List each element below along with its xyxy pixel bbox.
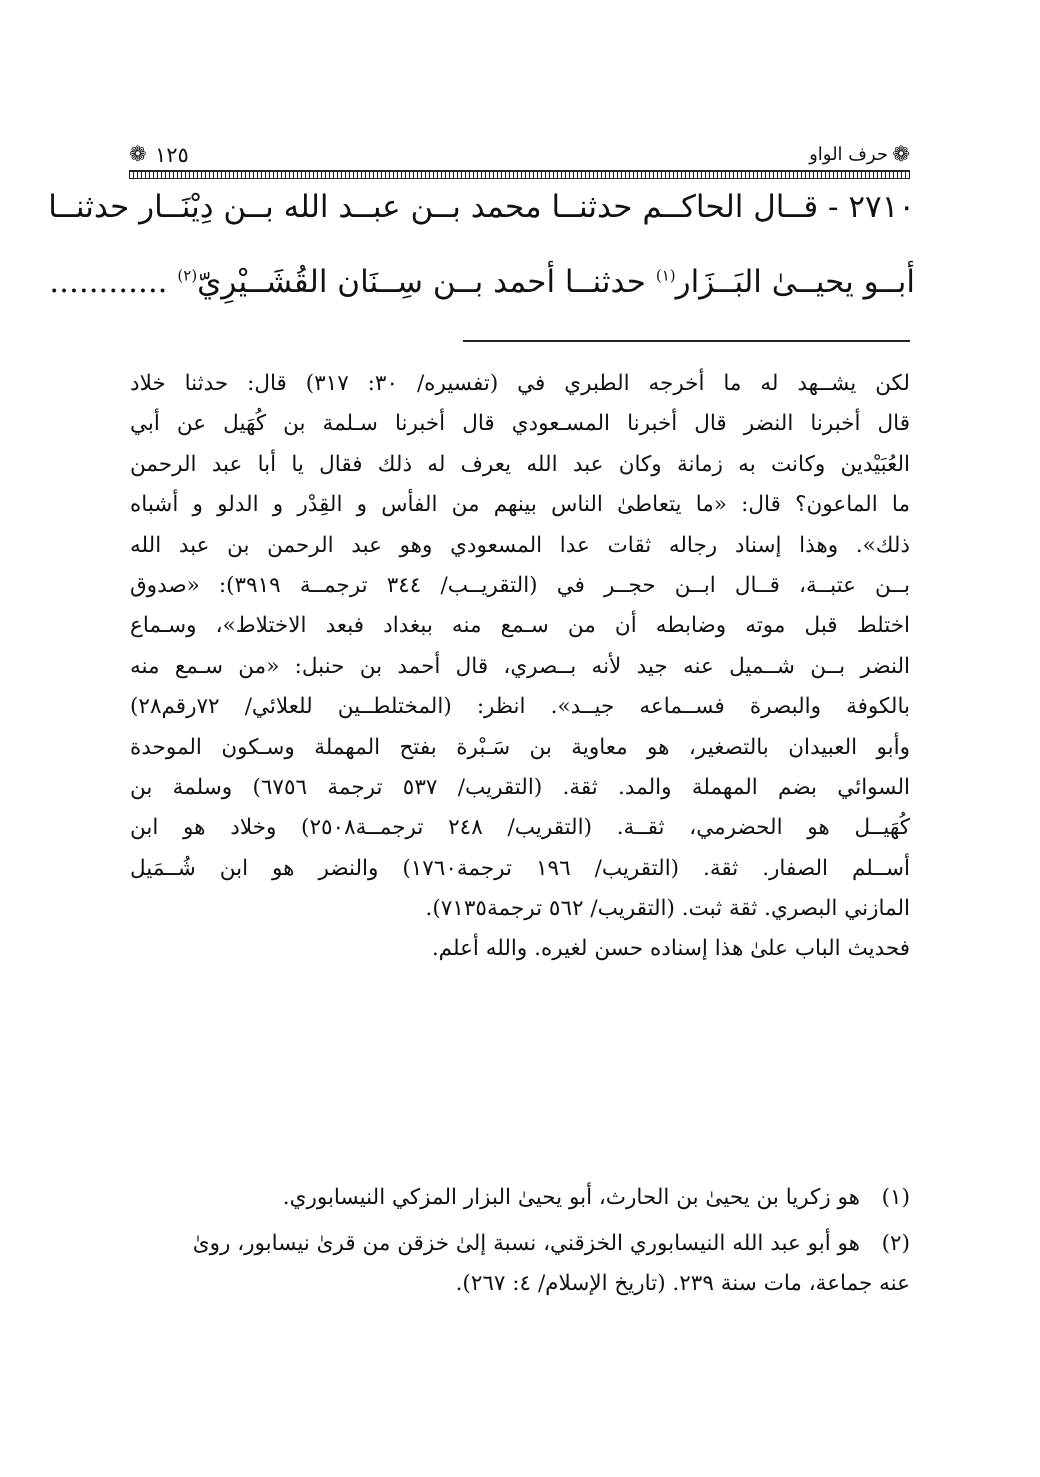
footnote-ref-2[interactable]: (٢) bbox=[177, 266, 198, 285]
footnote-text bbox=[130, 1178, 860, 1218]
commentary-line: بــن عتبــة، قــال ابــن حجــر في (التقريــب/ ٣٤٤ ترجمــة ٣٩١٩): «صدوق bbox=[130, 572, 910, 598]
commentary-line: ما الماعون؟ قال: «ما يتعاطىٰ الناس بينهم من الفأس و القِدْر و الدلو و أشباه bbox=[130, 492, 910, 518]
commentary-line: العُبَيْدين وكانت به زمانة وكان عبد الله يعرف له ذلك فقال يا أبا عبد الرحمن bbox=[130, 451, 910, 477]
hadith-line bbox=[48, 187, 915, 228]
commentary-line: وأبو العبيدان بالتصغير، هو معاوية بن سَـبْرة بفتح المهملة وسـكون الموحدة bbox=[130, 734, 910, 760]
page-number: ١٢٥ bbox=[155, 143, 189, 167]
footnote-line: هو أبو عبد الله النيسابوري الخزقني، نسبة إلىٰ خزقن من قرىٰ نيسابور، روىٰ bbox=[192, 1231, 860, 1256]
commentary-line: لكن يشــهد له ما أخرجه الطبري في (تفسيره/ ٣٠: ٣١٧) قال: حدثنا خلاد bbox=[130, 371, 910, 396]
footnote-line: عنه جماعة، مات سنة ٢٣٩. (تاريخ الإسلام/ ٤: ٢٦٧). bbox=[455, 1271, 910, 1296]
commentary-line: ذلك». وهذا إسناد رجاله ثقات عدا المسعودي وهو عبد الرحمن بن عبد الله bbox=[130, 532, 910, 558]
header-rule bbox=[129, 170, 910, 179]
footnote-marker: (٢) bbox=[881, 1231, 910, 1256]
commentary-conclusion: فحديث الباب علىٰ هذا إسناده حسن لغيره. والله أعلم. bbox=[431, 936, 910, 962]
running-title: حرف الواو bbox=[809, 144, 888, 165]
footnote-separator bbox=[463, 340, 910, 342]
footnote-ref-1[interactable]: (١) bbox=[655, 266, 676, 285]
commentary-line: قال أخبرنا النضر قال أخبرنا المسـعودي قال أخبرنا سـلمة بن كُهَيل عن أبي bbox=[130, 411, 910, 437]
commentary-line: اختلط قبل موته وضابطه أن من سـمع منه ببغداد فبعد الاختلاط»، وسـماع bbox=[130, 613, 910, 639]
footnote-2 bbox=[130, 1224, 910, 1304]
footnote-1 bbox=[130, 1178, 910, 1218]
commentary-line: النضر بــن شــميل عنه جيد لأنه بــصري، قال أحمد بن حنبل: «من سـمع منه bbox=[130, 653, 910, 679]
hadith-line bbox=[49, 262, 915, 303]
ornament-right-icon: ❁ bbox=[892, 142, 910, 166]
hadith-line-text: أبــو يحيــیٰ البَــزَار bbox=[675, 264, 915, 300]
page-header bbox=[129, 138, 910, 178]
hadith-text bbox=[48, 187, 915, 303]
commentary-line: بالكوفة والبصرة فســماعه جيــد». انظر: (المختلطــين للعلائي/ ٧٢رقم٢٨) bbox=[130, 694, 910, 720]
footnote-marker: (١) bbox=[881, 1185, 910, 1210]
footnote-text bbox=[130, 1224, 910, 1304]
commentary-line: كُهَيــل هو الحضرمي، ثقــة. (التقريب/ ٢٤٨ ترجمــة٢٥٠٨) وخلاد هو ابن bbox=[130, 815, 910, 841]
hadith-line-text: ٢٧١٠ - قــال الحاكــم حدثنــا محمد بــن عبــد الله بــن دِيْنَــار حدثنــا bbox=[48, 189, 915, 225]
commentary bbox=[130, 369, 910, 975]
commentary-line: السوائي بضم المهملة والمد. ثقة. (التقريب/ ٥٣٧ ترجمة ٦٧٥٦) وسلمة بن bbox=[130, 774, 910, 800]
footnotes bbox=[130, 1178, 910, 1310]
ornament-left-icon: ❁ bbox=[129, 142, 147, 166]
commentary-line: المازني البصري. ثقة ثبت. (التقريب/ ٥٦٢ ترجمة٧١٣٥). bbox=[425, 896, 910, 922]
hadith-line-text: حدثنــا أحمد بــن سِــنَان القُشَــيْرِيّ bbox=[197, 264, 656, 300]
commentary-line: أســلم الصفار. ثقة. (التقريب/ ١٩٦ ترجمة١٧٦٠) والنضر هو ابن شُــمَيل bbox=[130, 855, 910, 881]
footnote-line: هو زكريا بن يحيىٰ بن الحارث، أبو يحيىٰ البزار المزكي النيسابوري. bbox=[282, 1185, 860, 1210]
hadith-line-dots: ............ bbox=[49, 264, 178, 300]
